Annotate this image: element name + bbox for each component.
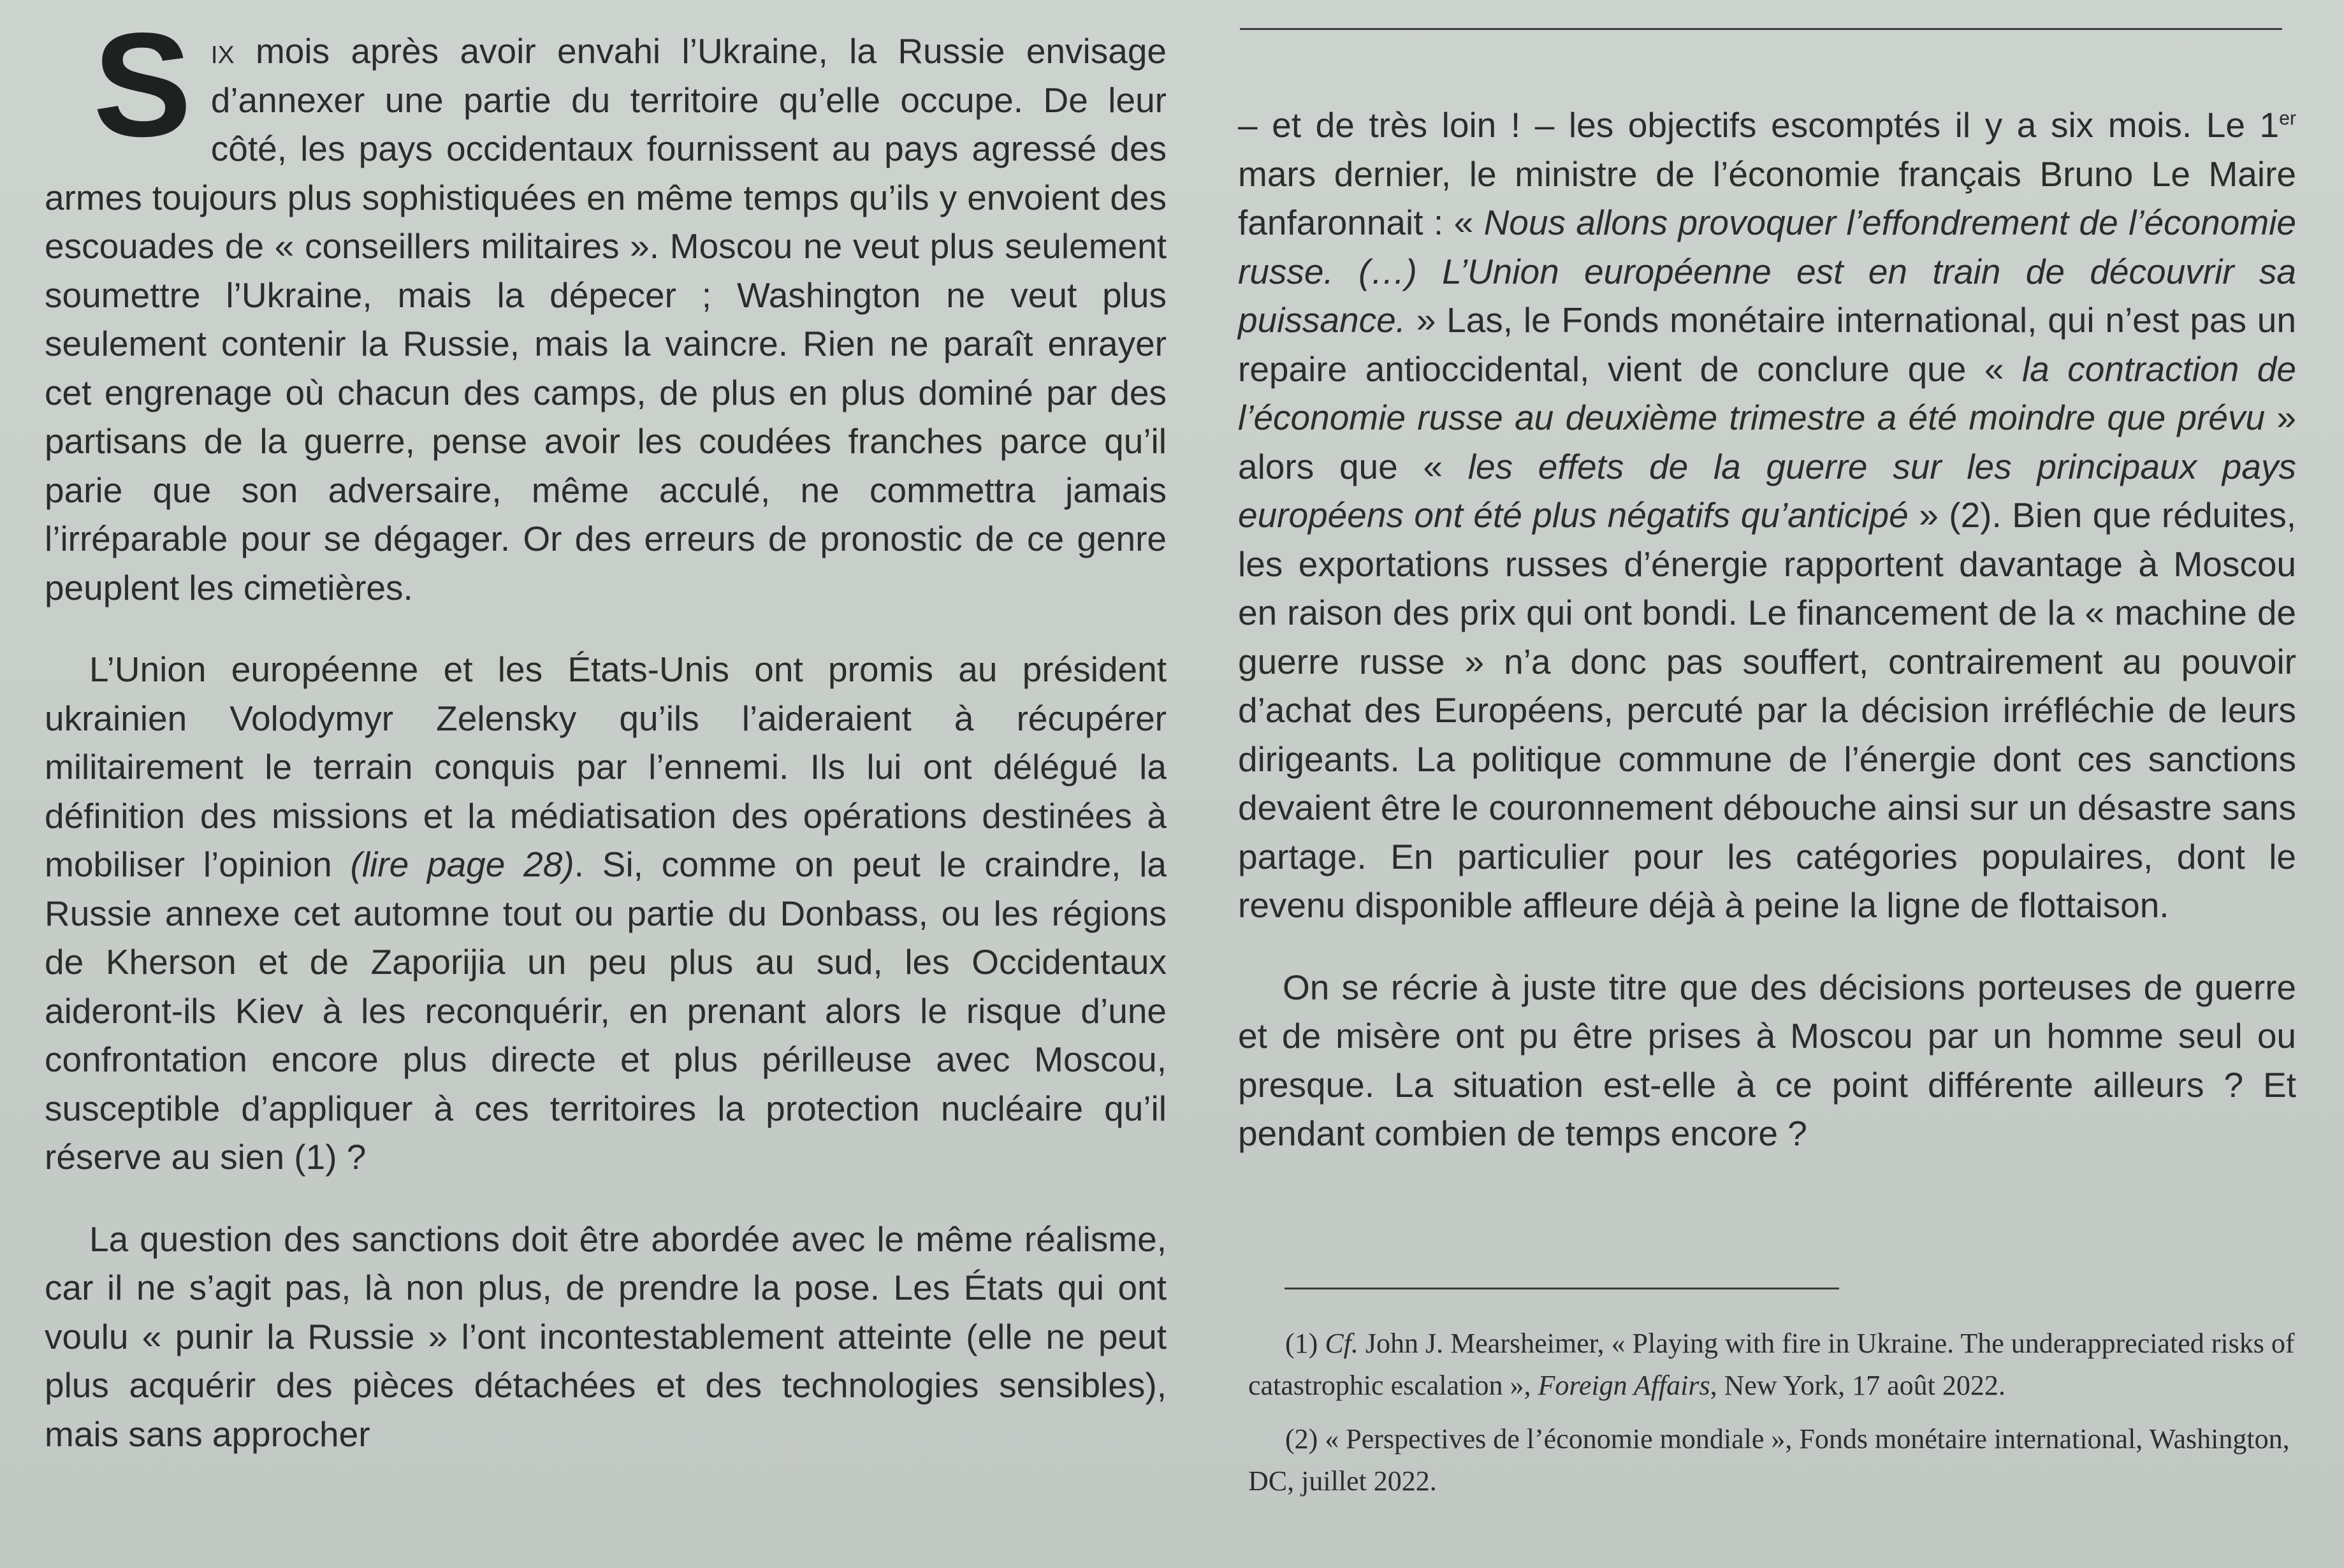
left-column (45, 3, 1167, 1458)
paragraph-conclusion (1238, 963, 2296, 1158)
opening-text: mois après avoir envahi l’Ukraine, la Russie envisage d’annexer une partie du territoire qu’elle occupe. De leur côté, les pays occidentaux fournissent au pays agressé des armes toujours plus sophistiquées en même temps qu’ils y envoient des escouades de « conseillers militaires ». Moscou ne veut plus seulement soumettre l’Ukraine, mais la dépecer ; Washington ne veut plus seulement contenir la Russie, mais la vaincre. Rien ne paraît enrayer cet engrenage où chacun des camps, de plus en plus dominé par des partisans de la guerre, pense avoir les coudées franches parce qu’il parie que son adversaire, même acculé, ne commettra jamais l’irréparable pour se dégager. Or des erreurs de pronostic de ce genre peuplent les cimetières. (45, 31, 1167, 607)
paragraph-text: » alors que « (1238, 398, 2297, 486)
footnote-divider (1285, 1288, 1839, 1289)
footnote-number: (1) (1285, 1328, 1325, 1359)
footnote-text: , New York, 17 août 2022. (1710, 1370, 2006, 1401)
paragraph-text: – et de très loin ! – les objectifs escomptés il y a six mois. Le 1 (1238, 105, 2280, 145)
paragraph-union-europeenne (45, 645, 1167, 1182)
paragraph-text: L’Union européenne et les États-Unis ont promis au président ukrainien Volodymyr Zelensky qu’ils l’aideraient à récupérer militairement le terrain conquis par l’ennemi. Ils lui ont délégué la définition des missions et la médiatisation des opérations destinées à mobiliser l’opinion (45, 650, 1167, 884)
ordinal-superscript: er (2279, 108, 2296, 129)
quote-fmi-1: la contraction de l’économie russe au deuxième trimestre a été moindre que prévu (1238, 349, 2296, 437)
footnote-text: (2) « Perspectives de l’économie mondiale », Fonds monétaire international, Washington, DC, juillet 2022. (1248, 1423, 2290, 1497)
footnote-text: John J. Mearsheimer, « Playing with fire in Ukraine. The underappreciated risks of catastrophic escalation », (1248, 1328, 2295, 1401)
paragraph-text: » (2). Bien que réduites, les exportations russes d’énergie rapportent davantage à Moscou en raison des prix qui ont bondi. Le financement de la « machine de guerre russe » n’a donc pas souffert, contrairement au pouvoir d’achat des Européens, percuté par la décision irréfléchie de leurs dirigeants. La politique commune de l’énergie dont ces sanctions devaient être le couronnement débouche ainsi sur un désastre sans partage. En particulier pour les catégories populaires, dont le revenu disponible affleure déjà à peine la ligne de flottaison. (1238, 495, 2296, 925)
paragraph-objectifs (1238, 101, 2296, 930)
quote-le-maire: Nous allons provoquer l’effondrement de l’économie russe. (…) L’Union européenne est en train de découvrir sa puissance. (1238, 203, 2296, 340)
opening-small-caps: ix (210, 31, 235, 71)
paragraph-opening (45, 3, 1167, 612)
footnote-1 (1248, 1323, 2326, 1407)
quote-fmi-2: les effets de la guerre sur les principaux pays européens ont été plus négatifs qu’anticipé (1238, 446, 2296, 535)
paragraph-text: On se récrie à juste titre que des décisions porteuses de guerre et de misère ont pu être prises à Moscou par un homme seul ou presque. La situation est-elle à ce point différente ailleurs ? Et pendant combien de temps encore ? (1238, 967, 2296, 1153)
paragraph-sanctions (45, 1215, 1167, 1459)
footnote-2 (1248, 1418, 2326, 1502)
paragraph-text: » Las, le Fonds monétaire international, qui n’est pas un repaire antioccidental, vient de conclure que « (1238, 300, 2296, 389)
footnotes (1248, 1323, 2326, 1514)
paragraph-text: La question des sanctions doit être abordée avec le même réalisme, car il ne s’agit pas, là non plus, de prendre la pose. Les États qui ont voulu « punir la Russie » l’ont incontestablement atteinte (elle ne peut plus acquérir des pièces détachées et des technologies sensibles), mais sans approcher (45, 1219, 1167, 1454)
journal-title: Foreign Affairs (1538, 1370, 1710, 1401)
right-column (1238, 101, 2296, 1158)
paragraph-text: mars dernier, le ministre de l’économie français Bruno Le Maire fanfaronnait : « (1238, 154, 2296, 242)
drop-cap: S (93, 3, 192, 168)
top-divider (1240, 28, 2282, 30)
footnote-cf: Cf. (1325, 1328, 1358, 1359)
page-reference: (lire page 28) (350, 845, 574, 884)
paragraph-text: . Si, comme on peut le craindre, la Russie annexe cet automne tout ou partie du Donbass, ou les régions de Kherson et de Zaporijia un peu plus au sud, les Occidentaux aideront-ils Kiev à les reconquérir, en prenant alors le risque d’une confrontation encore plus directe et plus périlleuse avec Moscou, susceptible d’appliquer à ces territoires la protection nucléaire qu’il réserve au sien (1) ? (45, 845, 1167, 1177)
